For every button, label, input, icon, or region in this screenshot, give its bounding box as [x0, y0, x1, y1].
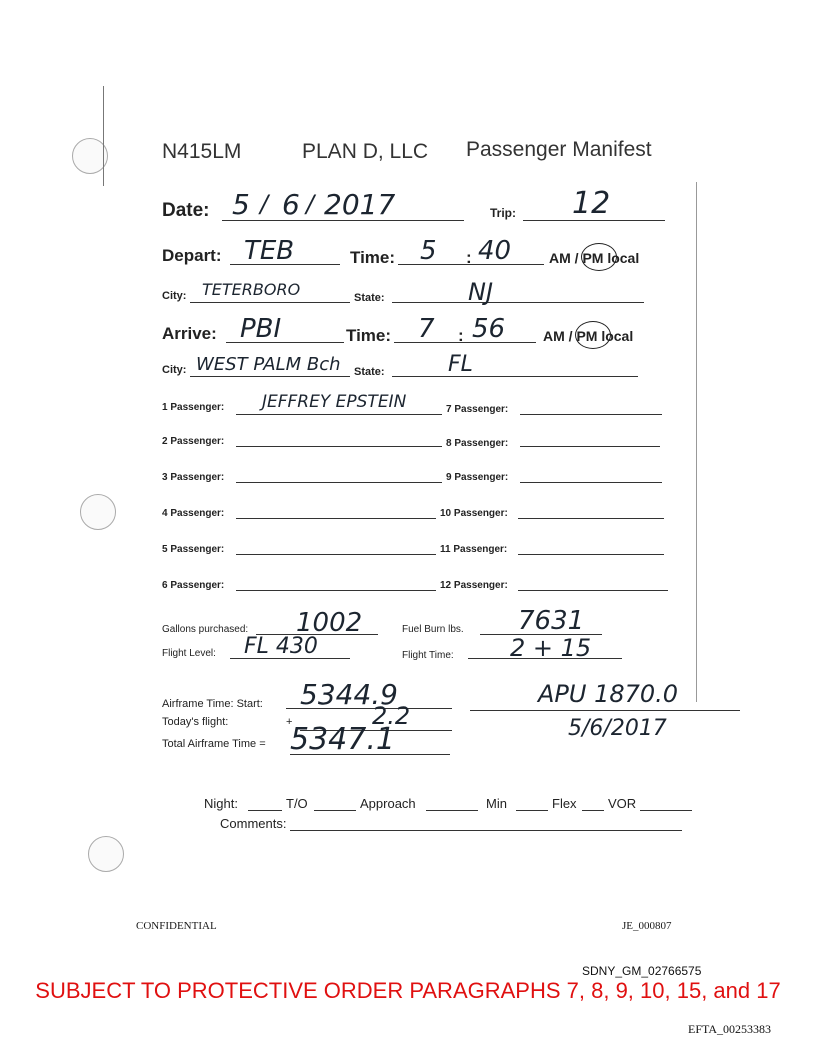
margin-mark-top [103, 86, 104, 186]
arrive-state-label: State: [354, 366, 385, 378]
arrive-city: WEST PALM Bch [196, 354, 341, 375]
passenger-12-line [518, 590, 668, 591]
passenger-1-name: JEFFREY EPSTEIN [262, 392, 407, 412]
passenger-2-line [236, 446, 442, 447]
passenger-5-label: 5 Passenger: [162, 544, 225, 555]
flex-line [582, 810, 604, 811]
passenger-7-line [520, 414, 662, 415]
apu-value: APU 1870.0 [538, 680, 679, 708]
todays-flight-label: Today's flight: [162, 716, 229, 728]
flight-level-label: Flight Level: [162, 648, 216, 659]
arrive-state-line [392, 376, 638, 377]
page-title: Passenger Manifest [466, 138, 652, 161]
date-day: 6 [282, 188, 300, 221]
flex-label: Flex [552, 796, 577, 811]
total-airframe-label: Total Airframe Time = [162, 738, 266, 750]
passenger-11-label: 11 Passenger: [440, 544, 508, 555]
airframe-start-value: 5344.9 [300, 678, 398, 711]
passenger-6-label: 6 Passenger: [162, 580, 225, 591]
passenger-10-label: 10 Passenger: [440, 508, 508, 519]
depart-state-label: State: [354, 292, 385, 304]
comments-label: Comments: [220, 816, 287, 831]
depart-time-colon: : [466, 248, 472, 267]
to-line [314, 810, 356, 811]
arrive-state: FL [448, 352, 473, 377]
passenger-11-line [518, 554, 664, 555]
efta-number: EFTA_00253383 [688, 1022, 772, 1036]
to-label: T/O [286, 796, 308, 811]
passenger-9-line [520, 482, 662, 483]
bates-number: SDNY_GM_02766575 [582, 964, 702, 978]
depart-time-hour: 5 [420, 236, 437, 266]
company-name: PLAN D, LLC [302, 140, 429, 163]
total-airframe-value: 5347.1 [290, 722, 395, 757]
protective-order-notice: SUBJECT TO PROTECTIVE ORDER PARAGRAPHS 7, 8, 9, 10, 15, and 17 [35, 978, 781, 1003]
passenger-7-label: 7 Passenger: [446, 404, 509, 415]
depart-code: TEB [244, 236, 295, 266]
right-margin-edge [696, 182, 697, 702]
fuel-burn-label: Fuel Burn lbs. [402, 624, 464, 635]
passenger-12-label: 12 Passenger: [440, 580, 508, 591]
passenger-6-line [236, 590, 436, 591]
date-sep-1: / [260, 190, 269, 218]
arrive-time-label: Time: [346, 326, 392, 345]
depart-time-minute: 40 [478, 236, 512, 266]
todays-flight-plus: + [286, 716, 293, 728]
arrive-ampm: AM / PM local [543, 328, 634, 344]
arrive-city-label: City: [162, 364, 187, 376]
arrive-code: PBI [240, 314, 282, 344]
depart-ampm: AM / PM local [549, 250, 640, 266]
depart-time-label: Time: [350, 248, 396, 267]
night-label: Night: [204, 796, 238, 811]
je-number: JE_000807 [622, 920, 672, 932]
passenger-4-line [236, 518, 436, 519]
date-month: 5 [232, 188, 250, 221]
passenger-8-line [520, 446, 660, 447]
arrive-label: Arrive: [162, 324, 217, 343]
arrive-pm-circle [575, 321, 611, 349]
gallons-value: 1002 [296, 608, 363, 638]
date-label: Date: [162, 200, 210, 221]
night-line [248, 810, 282, 811]
passenger-1-line [236, 414, 442, 415]
gallons-label: Gallons purchased: [162, 624, 249, 635]
arrive-time-hour: 7 [418, 314, 435, 344]
min-label: Min [486, 796, 507, 811]
depart-city: TETERBORO [202, 280, 301, 299]
depart-state: NJ [468, 278, 494, 306]
confidential-label: CONFIDENTIAL [136, 920, 217, 932]
flight-time-label: Flight Time: [402, 650, 454, 661]
airframe-divider [470, 710, 740, 711]
passenger-1-label: 1 Passenger: [162, 402, 225, 413]
flight-time-value: 2 + 15 [510, 634, 592, 662]
date-year: 2017 [324, 188, 396, 221]
date-sep-2: / [306, 190, 315, 218]
arrive-city-line [190, 376, 350, 377]
arrive-time-line [394, 342, 536, 343]
trip-number: 12 [572, 186, 611, 221]
vor-label: VOR [608, 796, 637, 811]
tail-number: N415LM [162, 140, 242, 163]
depart-state-line [392, 302, 644, 303]
passenger-4-label: 4 Passenger: [162, 508, 225, 519]
approach-line [426, 810, 478, 811]
flight-level-value: FL 430 [244, 634, 318, 659]
approach-label: Approach [360, 796, 416, 811]
fuel-burn-value: 7631 [518, 606, 585, 636]
passenger-5-line [236, 554, 436, 555]
min-line [516, 810, 548, 811]
passenger-2-label: 2 Passenger: [162, 436, 225, 447]
depart-city-line [190, 302, 350, 303]
vor-line [640, 810, 692, 811]
arrive-time-minute: 56 [472, 314, 506, 344]
passenger-3-line [236, 482, 442, 483]
todays-flight-value: 2.2 [372, 702, 411, 730]
passenger-9-label: 9 Passenger: [446, 472, 509, 483]
passenger-8-label: 8 Passenger: [446, 438, 509, 449]
depart-pm-circle [581, 243, 617, 271]
binder-hole-bottom [88, 836, 124, 872]
passenger-10-line [518, 518, 664, 519]
binder-hole-middle [80, 494, 116, 530]
comments-line [290, 830, 682, 831]
apu-date: 5/6/2017 [568, 716, 667, 741]
airframe-start-label: Airframe Time: Start: [162, 698, 263, 710]
arrive-time-colon: : [458, 326, 464, 345]
trip-label: Trip: [490, 206, 516, 220]
depart-city-label: City: [162, 290, 187, 302]
passenger-3-label: 3 Passenger: [162, 472, 225, 483]
depart-label: Depart: [162, 246, 222, 265]
